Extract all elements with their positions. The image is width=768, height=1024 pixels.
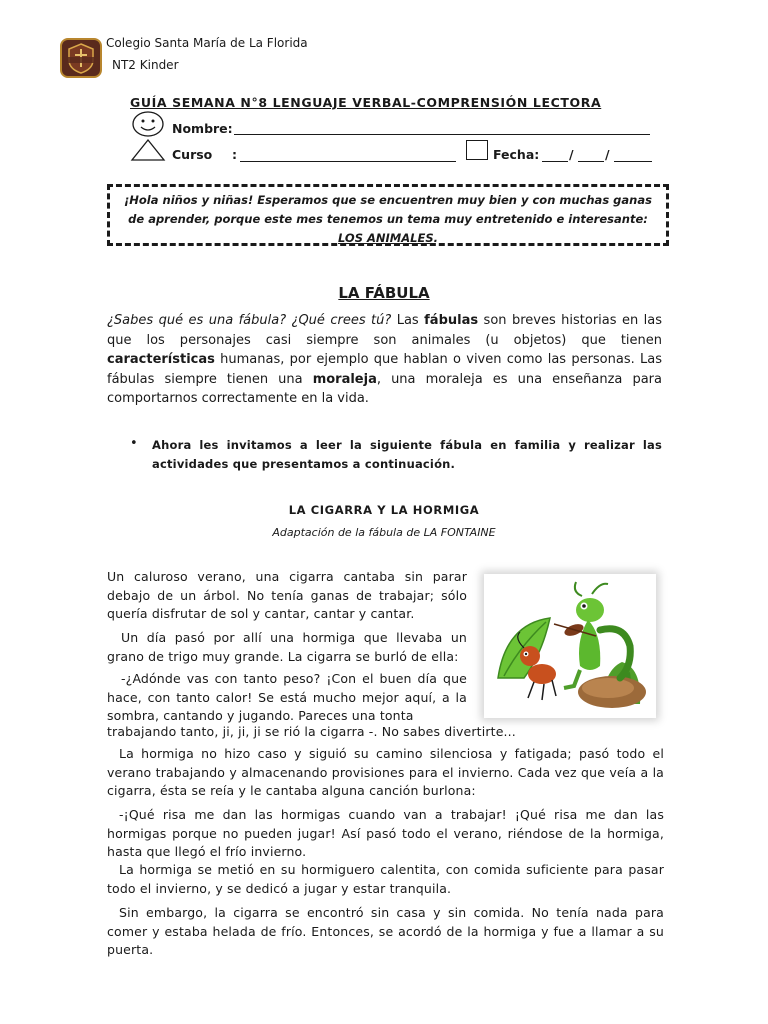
fable-subtitle: Adaptación de la fábula de LA FONTAINE — [272, 526, 496, 539]
fable-illustration — [484, 574, 656, 718]
intro-paragraph — [107, 311, 662, 409]
crest-icon — [62, 40, 100, 76]
school-name: Colegio Santa María de La Florida — [106, 36, 308, 50]
instruction-text: Ahora les invitamos a leer la siguiente fábula en familia y realizar las actividades que presentamos a continuación. — [152, 438, 662, 471]
greeting-box — [107, 184, 669, 246]
fable-paragraph-3a: -¿Adónde vas con tanto peso? ¡Con el buen día que hace, con tanto calor! Se está mucho mejor aquí, a la sombra, cantando y jugando. Pareces una tonta — [107, 671, 467, 723]
fable-paragraph-7: Sin embargo, la cigarra se encontró sin casa y sin comida. No tenía nada para comer y estaba helada de frío. Entonces, se acordó de la hormiga y fue a llamar a su puerta. — [107, 905, 664, 957]
fable-paragraph-4: La hormiga no hizo caso y siguió su camino silenciosa y fatigada; pasó todo el verano trabajando y almacenando provisiones para el invierno. Cada vez que veía a la cigarra, ésta se reía y le cantaba alguna canción burlona: — [107, 746, 664, 798]
date-day-field[interactable] — [542, 147, 568, 162]
intro-question: ¿Sabes qué es una fábula? ¿Qué crees tú? — [107, 313, 392, 328]
intro-bold-moraleja: moraleja — [312, 371, 377, 387]
intro-part-2: son breves historias en las que los personajes casi siempre son animales (u objetos) que tienen — [107, 313, 662, 348]
fable-paragraph-2: Un día pasó por allí una hormiga que llevaba un grano de trigo muy grande. La cigarra se burló de ella: — [107, 630, 467, 664]
course-colon: : — [232, 147, 237, 162]
intro-part-4: , una moraleja es una enseñanza para comportarnos correctamente en la vida. — [107, 371, 662, 406]
intro-part-1: Las — [391, 313, 425, 328]
greeting-highlight: LOS ANIMALES — [338, 231, 434, 245]
fable-title: LA CIGARRA Y LA HORMIGA — [288, 503, 480, 517]
greeting-text: ¡Hola niños y niñas! Esperamos que se encuentren muy bien y con muchas ganas de aprender, porque este mes tenemos un tema muy entretenido e interesante: — [124, 193, 652, 226]
fable-paragraph-3b: trabajando tanto, ji, ji, ji se rió la cigarra -. No sabes divertirte... — [107, 724, 516, 739]
guide-title: GUÍA SEMANA N°8 LENGUAJE VERBAL-COMPRENSIÓN LECTORA — [130, 95, 602, 110]
section-title: LA FÁBULA — [338, 284, 430, 302]
fable-paragraph-6: La hormiga se metió en su hormiguero calentita, con comida suficiente para pasar todo el invierno, y se dedicó a jugar y estar tranquila. — [107, 862, 664, 896]
fable-paragraph-1: Un caluroso verano, una cigarra cantaba sin parar debajo de un árbol. No tenía ganas de trabajar; sólo quería disfrutar de sol y cantar, cantar y cantar. — [107, 569, 467, 621]
fable-paragraph-5: -¡Qué risa me dan las hormigas cuando van a trabajar! ¡Qué risa me dan las hormigas porque no pueden jugar! Así pasó todo el verano, riéndose de la hormiga, hasta que llegó el frío invierno. — [107, 807, 664, 859]
intro-bold-caracteristicas: características — [107, 352, 215, 367]
date-label: Fecha: — [493, 147, 540, 162]
greeting-end: . — [433, 231, 438, 245]
school-logo — [60, 38, 102, 78]
name-label: Nombre: — [172, 121, 233, 136]
square-icon — [466, 140, 488, 160]
date-month-field[interactable] — [578, 147, 604, 162]
course-name: NT2 Kinder — [112, 58, 179, 72]
intro-part-3: humanas, por ejemplo que hablan o viven como las personas. Las fábulas siempre tienen una — [107, 352, 662, 387]
bullet-dot: • — [130, 436, 138, 451]
date-sep-1: / — [569, 147, 574, 162]
grasshopper-ant-icon — [484, 574, 656, 718]
date-sep-2: / — [605, 147, 610, 162]
course-field[interactable] — [240, 147, 456, 162]
name-field[interactable] — [234, 120, 650, 135]
date-year-field[interactable] — [614, 147, 652, 162]
course-label: Curso — [172, 147, 213, 162]
intro-bold-fabulas: fábulas — [424, 313, 479, 328]
triangle-icon — [130, 138, 166, 166]
